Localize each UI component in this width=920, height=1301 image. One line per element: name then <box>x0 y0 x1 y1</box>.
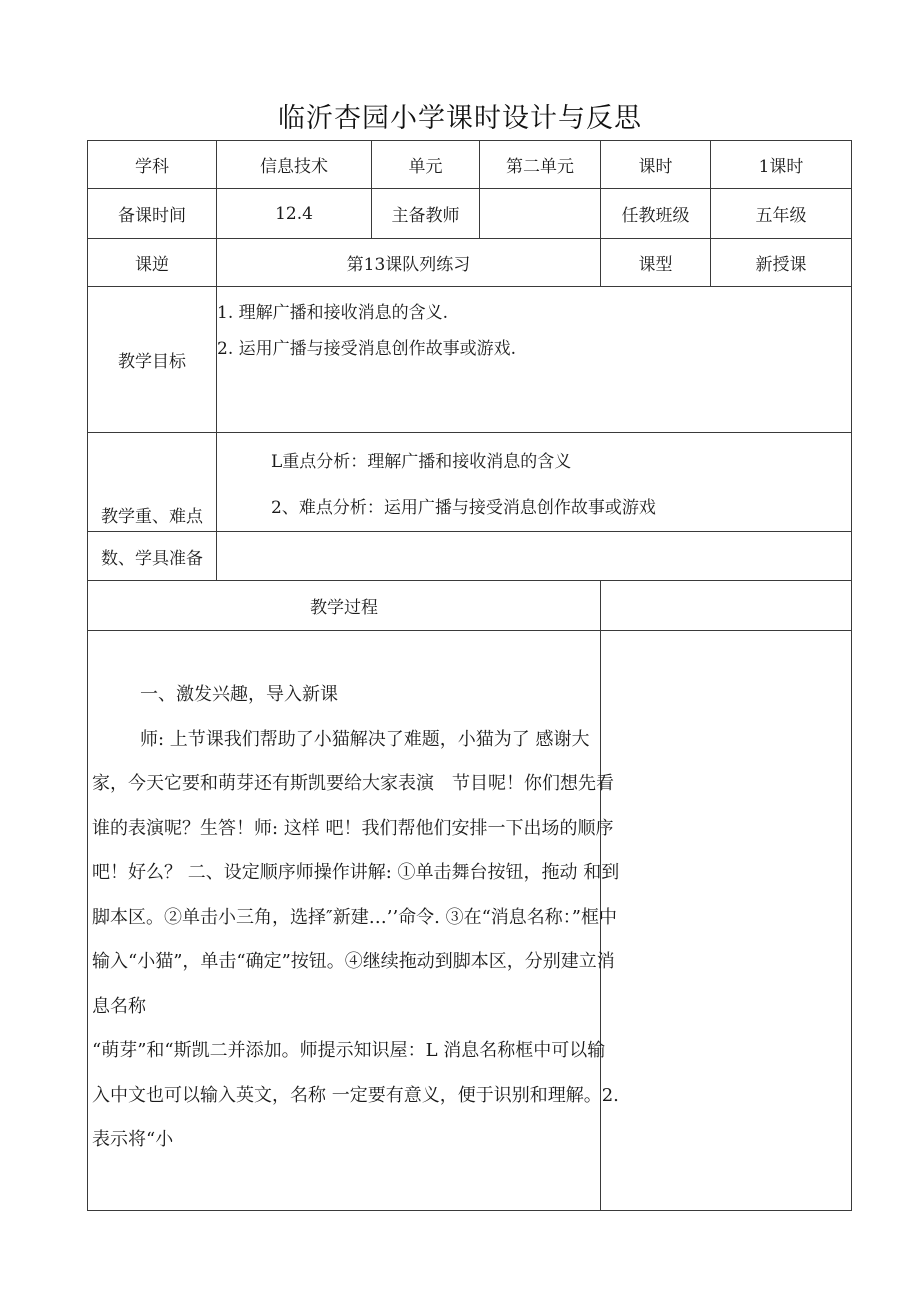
period-label: 课时 <box>601 141 711 189</box>
prep-time-label: 备课时间 <box>88 189 217 239</box>
table-row <box>88 433 852 532</box>
process-side-cell <box>601 631 852 1211</box>
goals-label: 教学目标 <box>88 287 217 433</box>
table-row <box>88 532 852 581</box>
subject-value: 信息技术 <box>217 141 372 189</box>
topic-value: 第13课队列练习 <box>217 239 601 287</box>
table-row <box>88 239 852 287</box>
table-row <box>88 631 852 1211</box>
table-row <box>88 581 852 631</box>
key-point-item: L重点分析：理解广播和接收消息的含义 <box>271 452 572 472</box>
process-paragraph: 师: 上节课我们帮助了小猫解决了难题，小猫为了 感谢大家，今天它要和萌芽还有斯凯要给大家表演 节目呢！你们想先看谁的表演呢？生答！师: 这样 吧！我们帮他们安排一下出场的顺序吧！好么？ 二、设定顺序师操作讲解: ①单击舞台按钮，拖动 和到脚本区。②单击小三角，选择″新建…’’命令. ③在“消息名称：”框中输入“小猫”，单击“确定”按钮。④继续拖动到脚本区，分别建立消息名称 <box>92 728 620 1017</box>
unit-value: 第二单元 <box>480 141 601 189</box>
tools-value <box>217 532 852 581</box>
type-value: 新授课 <box>711 239 852 287</box>
main-teacher-label: 主备教师 <box>372 189 480 239</box>
page-title: 临沂杏园小学课时设计与反思 <box>278 103 642 134</box>
table-row <box>88 141 852 189</box>
class-value: 五年级 <box>711 189 852 239</box>
process-heading: 一、激发兴趣，导入新课 <box>140 684 338 705</box>
subject-label: 学科 <box>88 141 217 189</box>
key-points-cell <box>217 433 852 532</box>
table-row <box>88 189 852 239</box>
key-points-label: 教学重、难点 <box>88 433 217 532</box>
lesson-plan-table <box>87 140 852 1211</box>
unit-label: 单元 <box>372 141 480 189</box>
type-label: 课型 <box>601 239 711 287</box>
key-point-item: 2、难点分析：运用广播与接受消息创作故事或游戏 <box>271 498 656 518</box>
class-label: 任教班级 <box>601 189 711 239</box>
goal-item: 1. 理解广播和接收消息的含义. <box>217 303 449 323</box>
goal-item: 2. 运用广播与接受消息创作故事或游戏. <box>217 339 517 359</box>
process-header: 教学过程 <box>88 581 601 631</box>
goals-cell <box>217 287 852 433</box>
table-row <box>88 287 852 433</box>
topic-label: 课逆 <box>88 239 217 287</box>
tools-label: 数、学具准备 <box>88 532 217 581</box>
prep-time-value: 12.4 <box>217 189 372 239</box>
process-side-header <box>601 581 852 631</box>
process-paragraph: “萌芽”和“斯凯二并添加。师提示知识屋：L 消息名称框中可以输入中文也可以输入英文，名称 一定要有意义，便于识别和理解。2.表示将“小 <box>92 1040 619 1150</box>
process-content <box>88 631 620 1211</box>
period-value: 1课时 <box>711 141 852 189</box>
main-teacher-value <box>480 189 601 239</box>
